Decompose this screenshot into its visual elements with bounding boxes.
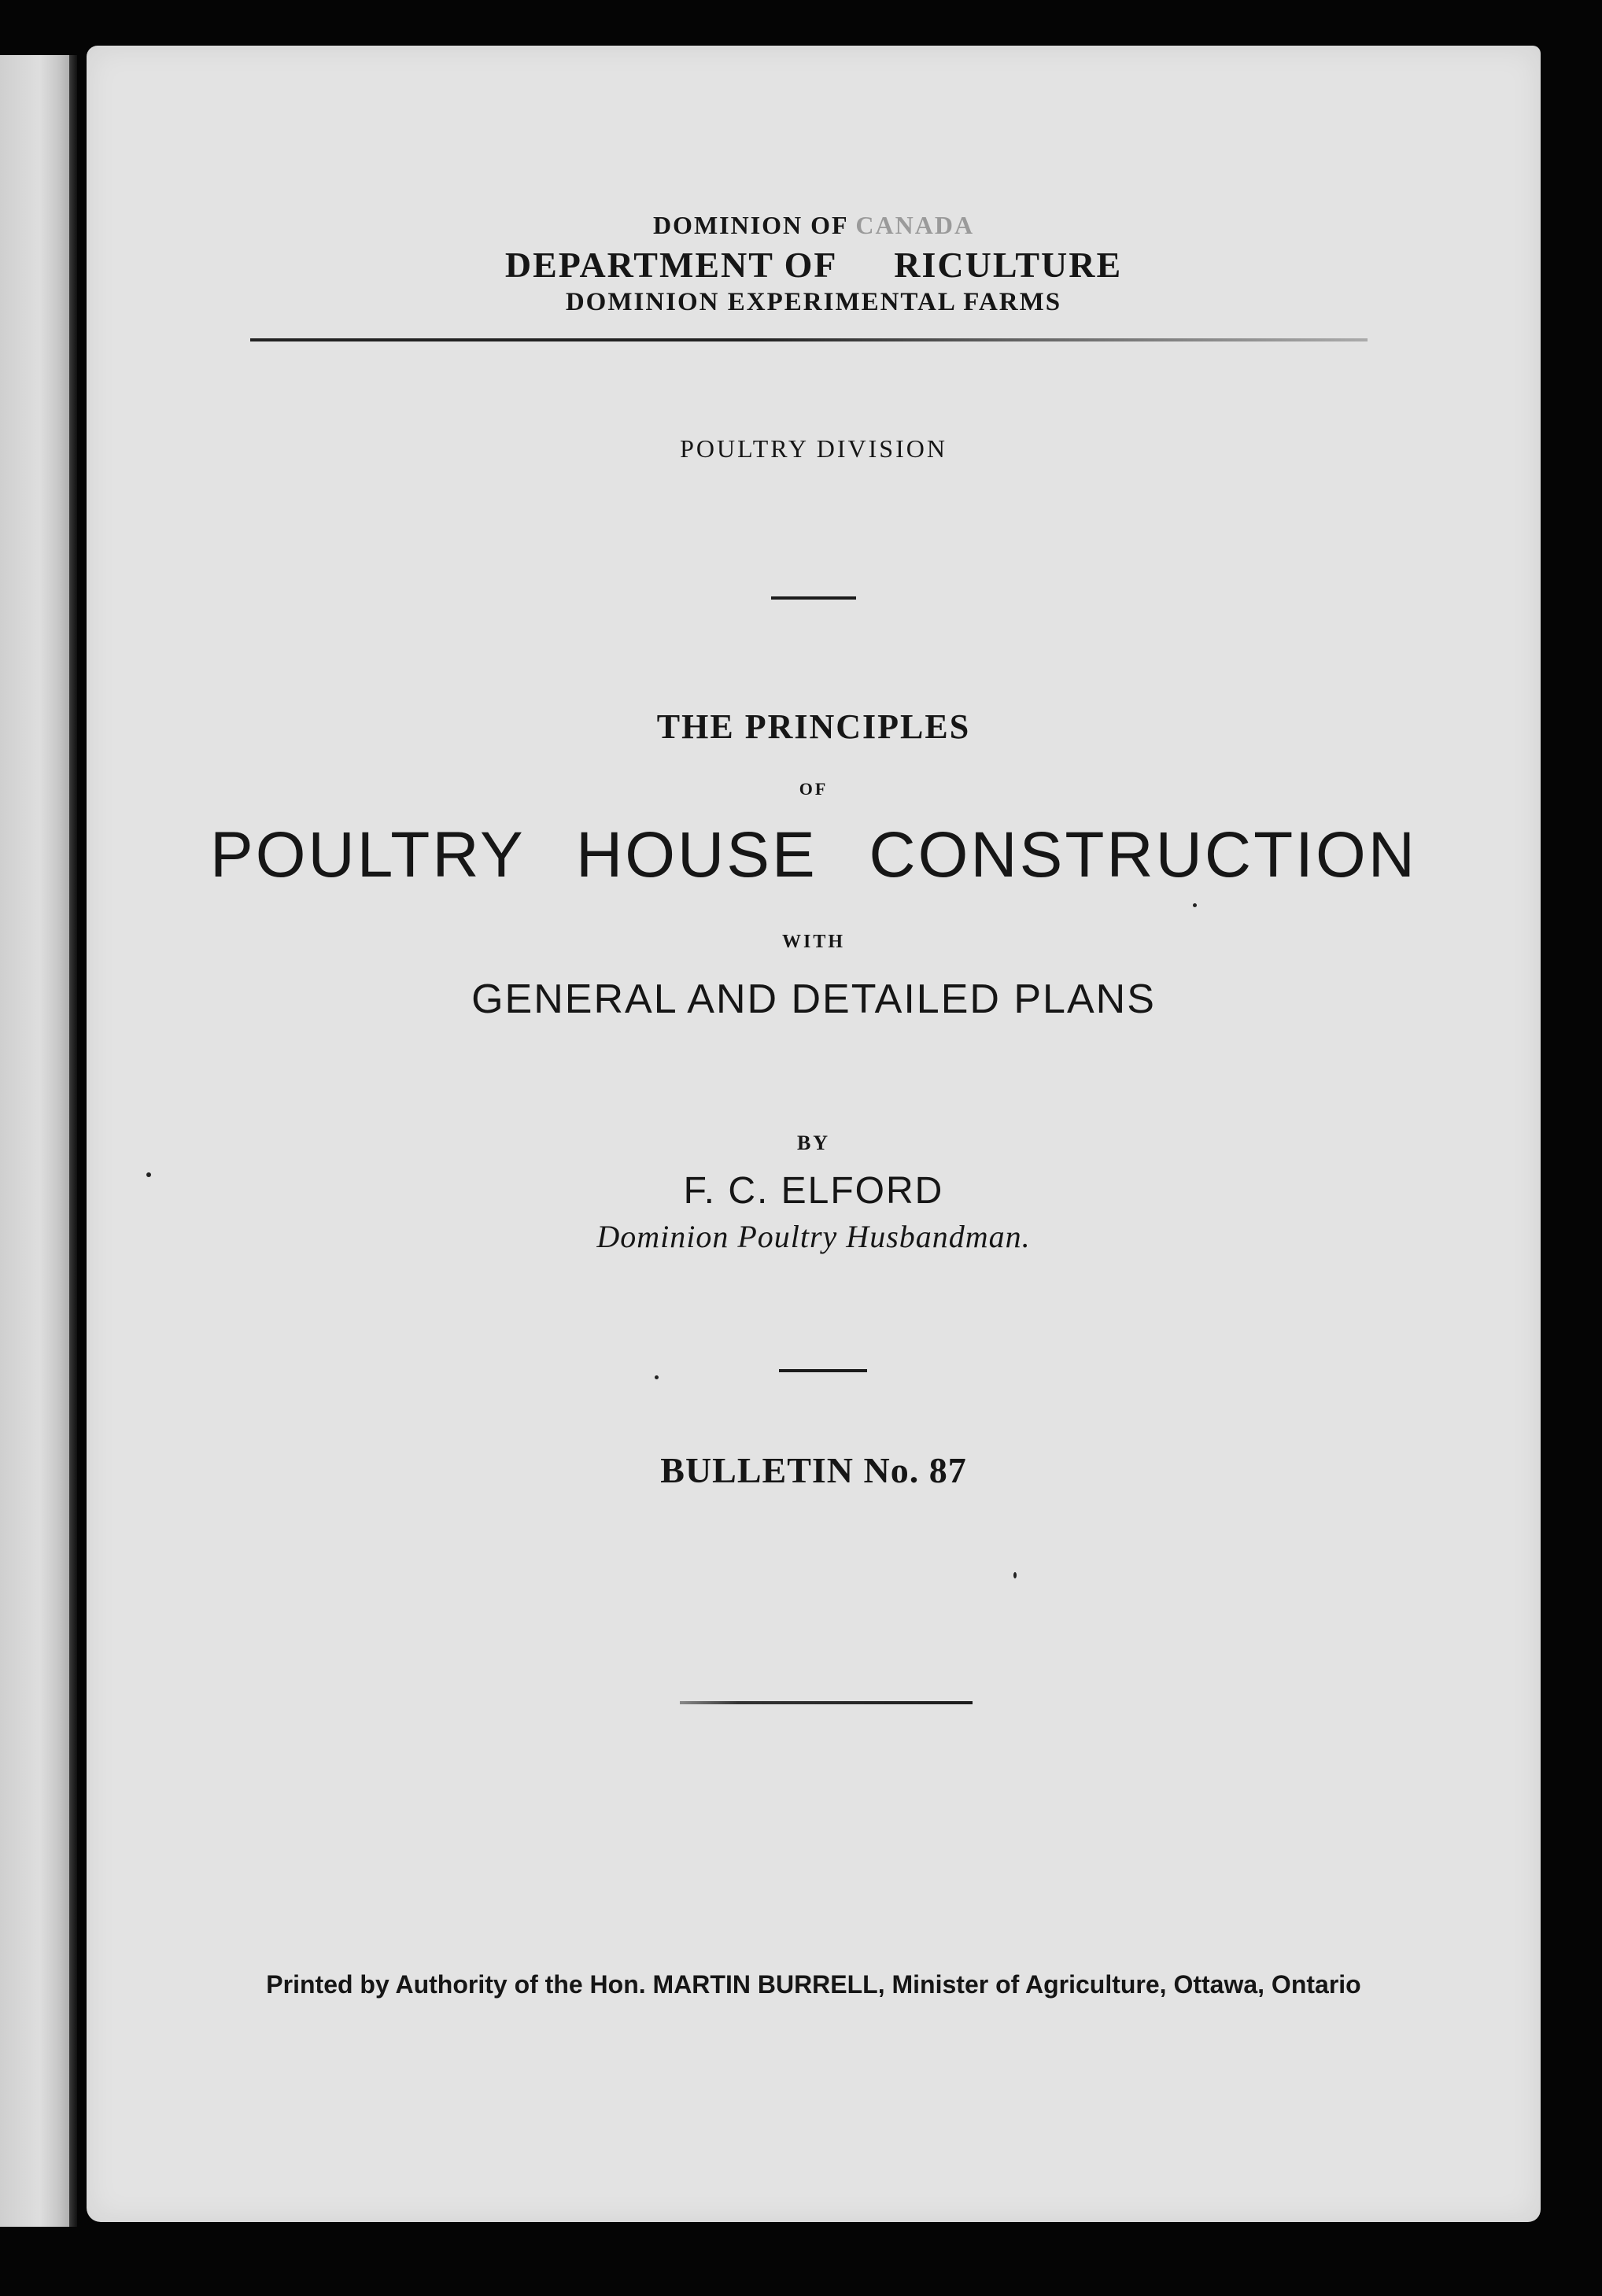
printer-credit: Printed by Authority of the Hon. MARTIN BURRELL, Minister of Agriculture, Ottawa, Ontario xyxy=(266,1970,1361,1999)
author-name: F. C. ELFORD xyxy=(683,1170,944,1212)
header-country xyxy=(87,211,1541,240)
header-farms: DOMINION EXPERIMENTAL FARMS xyxy=(565,288,1062,316)
divider-rule xyxy=(680,1701,973,1704)
title-line-with: WITH xyxy=(781,932,845,952)
divider-rule xyxy=(771,596,856,600)
page-speck xyxy=(655,1375,659,1379)
header-department xyxy=(87,244,1541,286)
division-label: POULTRY DIVISION xyxy=(680,434,947,463)
left-page-edge xyxy=(0,55,72,2227)
author-role: Dominion Poultry Husbandman. xyxy=(596,1219,1031,1254)
title-page xyxy=(87,46,1541,2222)
divider-rule xyxy=(779,1369,867,1372)
header-rule xyxy=(250,338,1368,341)
bulletin-number: BULLETIN No. 87 xyxy=(660,1450,967,1490)
byline-by: BY xyxy=(796,1131,831,1154)
page-speck xyxy=(1013,1572,1017,1578)
main-title: POULTRY HOUSE CONSTRUCTION xyxy=(210,819,1417,891)
page-speck xyxy=(146,1172,151,1177)
header-country-text: DOMINION OF xyxy=(652,211,856,239)
title-line-principles: THE PRINCIPLES xyxy=(656,707,971,746)
header-department-tail: RICULTURE xyxy=(894,245,1123,285)
subtitle: GENERAL AND DETAILED PLANS xyxy=(471,976,1156,1022)
header-department-text: DEPARTMENT OF xyxy=(504,245,836,285)
page-speck xyxy=(1193,903,1197,907)
header-country-faded: CANADA xyxy=(855,211,975,239)
title-line-of: OF xyxy=(799,779,829,799)
